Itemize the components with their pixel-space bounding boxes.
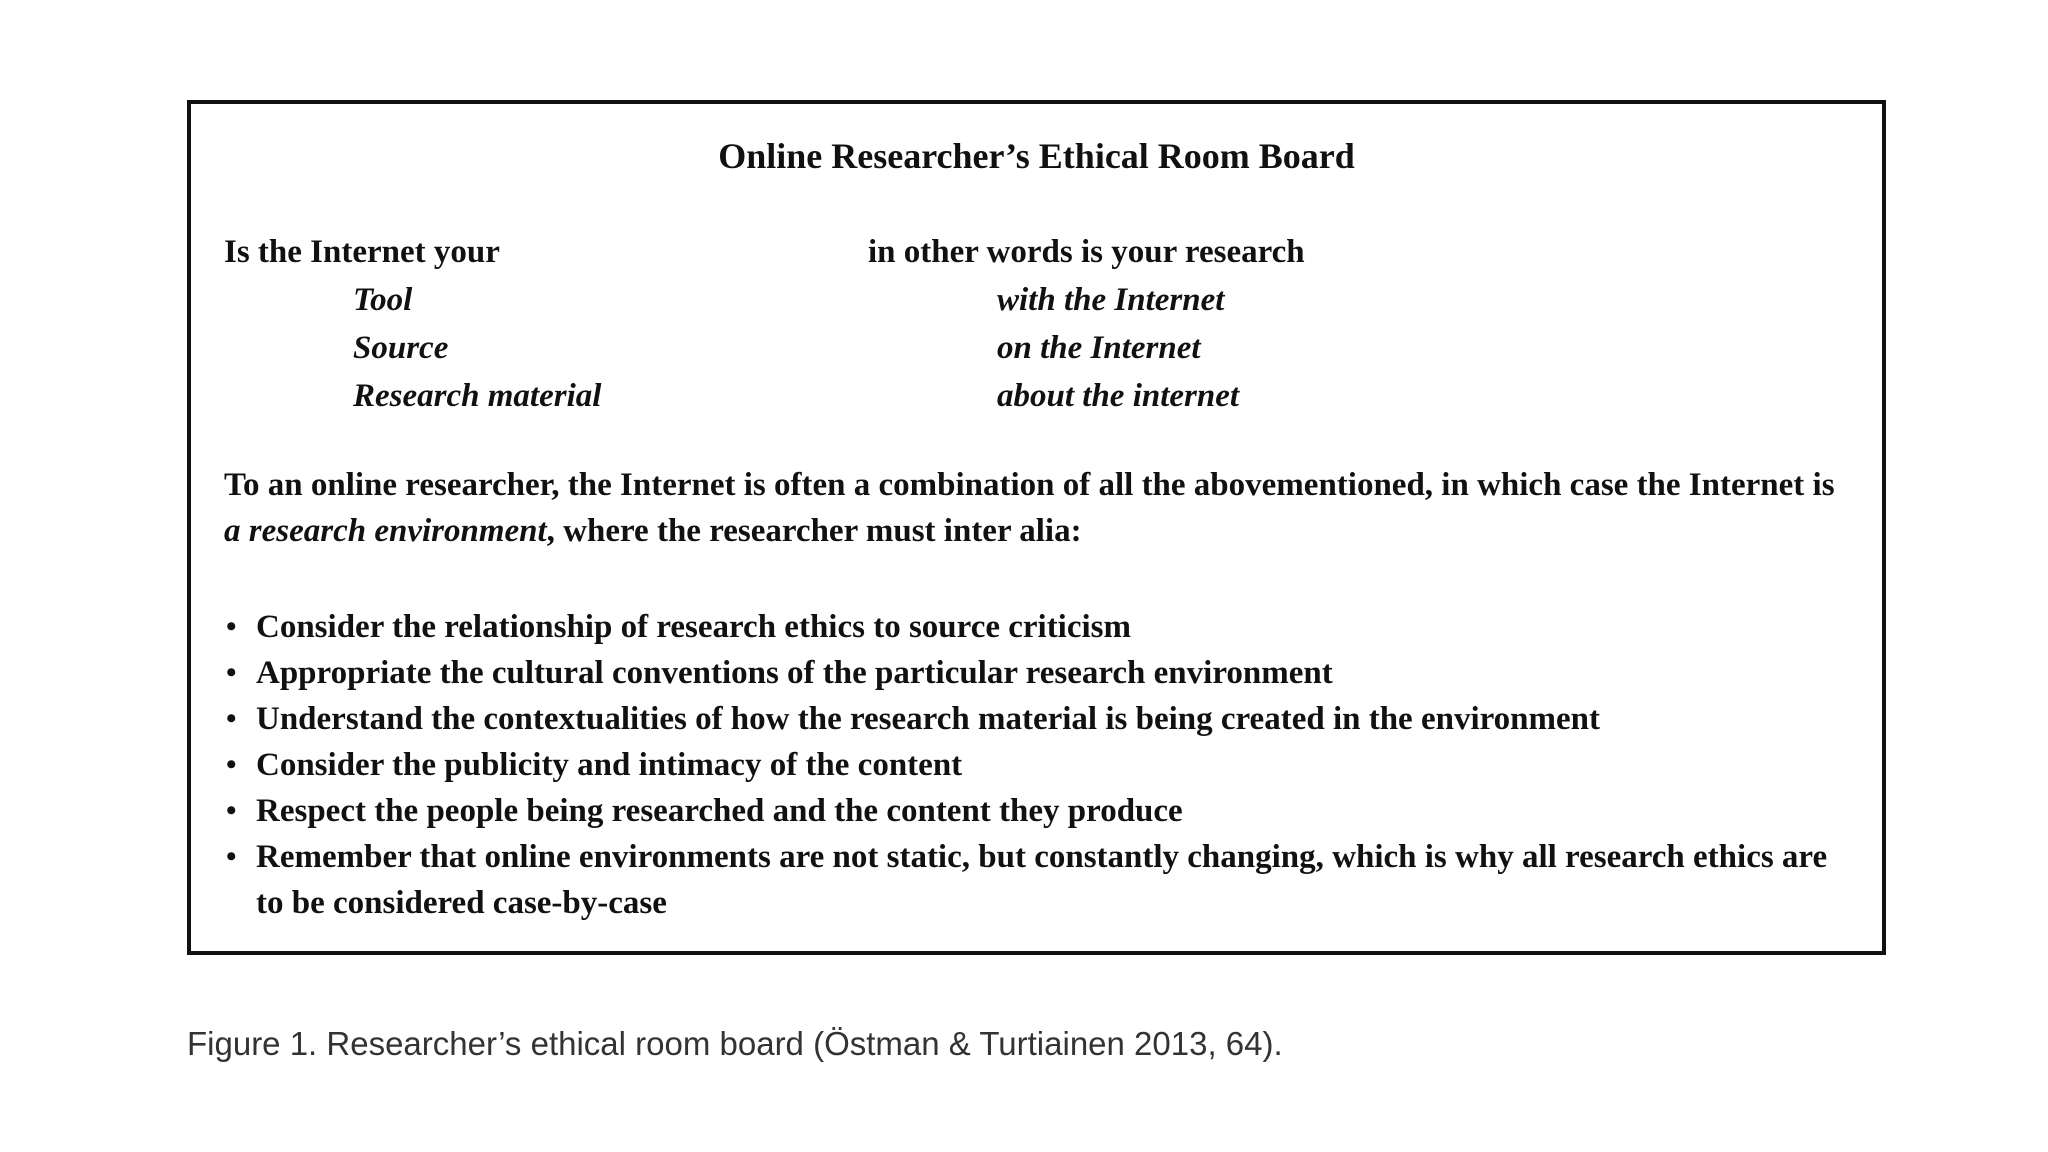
list-item: [224, 742, 1842, 788]
list-item-text: Consider the relationship of research ethics to source criticism: [256, 609, 1131, 645]
left-column-item-research-material: Research material: [353, 378, 602, 414]
list-item: [224, 604, 1842, 650]
list-item-text: Respect the people being researched and the content they produce: [256, 793, 1183, 829]
ethical-room-board: [187, 100, 1886, 955]
paragraph-text-start: To an online researcher, the Internet is often a combination of all the abovementioned, in which case the Internet is: [224, 467, 1835, 503]
bullet-icon: •: [226, 840, 237, 873]
right-column-item-on: on the Internet: [997, 330, 1201, 366]
left-column: [224, 228, 601, 420]
left-column-heading: Is the Internet your: [224, 234, 500, 270]
right-column-heading: in other words is your research: [868, 234, 1305, 270]
left-column-item-tool: Tool: [353, 282, 413, 318]
board-title: Online Researcher’s Ethical Room Board: [718, 136, 1355, 176]
bullet-icon: •: [226, 610, 237, 643]
list-item-text: Remember that online environments are not static, but constantly changing, which is why all research ethics are to be considered case-by-case: [256, 839, 1828, 921]
list-item: [224, 650, 1842, 696]
right-column-item-with: with the Internet: [997, 282, 1225, 318]
bullet-icon: •: [226, 748, 237, 781]
left-column-item-source: Source: [353, 330, 449, 366]
list-item: [224, 788, 1842, 834]
list-item: [224, 834, 1842, 926]
bullet-icon: •: [226, 794, 237, 827]
paragraph-emphasis: a research environment: [224, 513, 547, 549]
list-item: [224, 696, 1842, 742]
bullet-icon: •: [226, 656, 237, 689]
list-item-text: Consider the publicity and intimacy of the content: [256, 747, 963, 783]
board-paragraph: [224, 462, 1842, 554]
right-column: [868, 228, 1305, 420]
list-item-text: Appropriate the cultural conventions of the particular research environment: [256, 655, 1333, 691]
paragraph-text-end: , where the researcher must inter alia:: [546, 513, 1082, 549]
list-item-text: Understand the contextualities of how the research material is being created in the environment: [256, 701, 1601, 737]
bullet-list: [224, 604, 1842, 926]
figure-caption: Figure 1. Researcher’s ethical room board (Östman & Turtiainen 2013, 64).: [187, 1025, 1283, 1062]
bullet-icon: •: [226, 702, 237, 735]
right-column-item-about: about the internet: [997, 378, 1240, 414]
